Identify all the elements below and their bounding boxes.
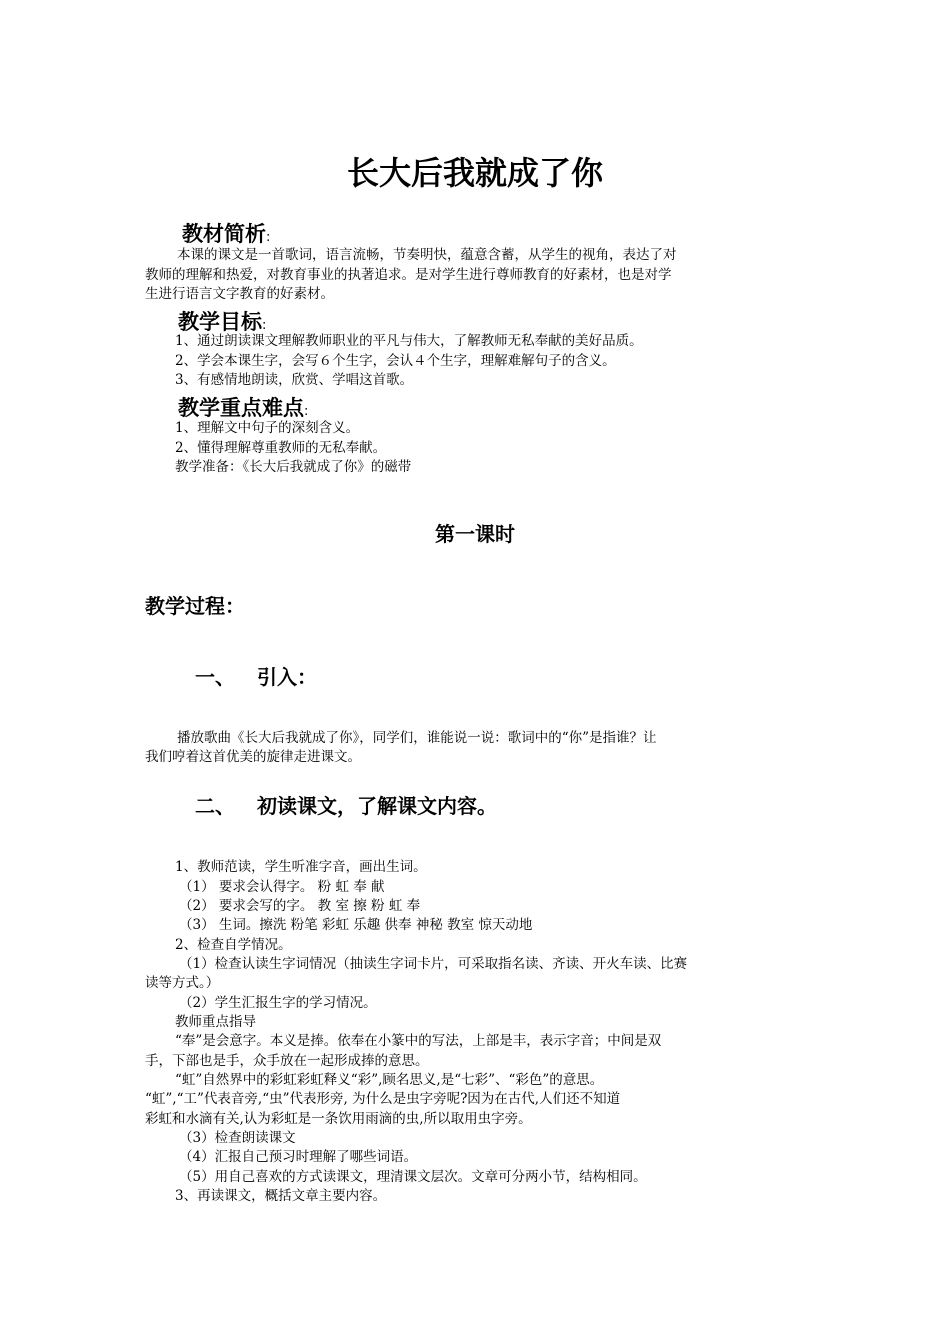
step1-line: 我们哼着这首优美的旋律走进课文。 [145, 749, 361, 765]
step2-line: （1）检查认读生字词情况（抽读生字词卡片，可采取指名读、齐读、开火车读、比赛 [179, 956, 688, 972]
teaching-prep: 教学准备：《长大后我就成了你》的磁带 [175, 459, 412, 475]
lesson-heading: 第一课时 [435, 522, 515, 546]
section-analysis-heading [182, 218, 270, 248]
step1-line: 播放歌曲《长大后我就成了你》，同学们，谁能说一说：歌词中的“你”是指谁？让 [177, 730, 657, 746]
step2-line: （3） 生词。擦洗 粉笔 彩虹 乐趣 供奉 神秘 教室 惊天动地 [179, 917, 533, 933]
analysis-line: 本课的课文是一首歌词，语言流畅，节奏明快，蕴意含蓄，从学生的视角，表达了对 [177, 247, 677, 263]
step2-line: （2） 要求会写的字。 教 室 擦 粉 虹 奉 [179, 898, 421, 914]
step2-line: “虹”,“工”代表音旁,“虫”代表形旁, 为什么是虫字旁呢?因为在古代,人们还不知道 [145, 1091, 621, 1107]
section-goals-label: 教学目标 [178, 310, 262, 334]
analysis-line: 生进行语言文字教育的好素材。 [145, 286, 334, 302]
keypoint-item: 2、懂得理解尊重教师的无私奉献。 [175, 440, 387, 456]
step2-line: （1） 要求会认得字。 粉 虹 奉 献 [179, 879, 385, 895]
step2-line: （5）用自己喜欢的方式读课文，理清课文层次。文章可分两小节，结构相同。 [179, 1169, 647, 1185]
heading-colon: : [262, 318, 267, 333]
step2-line: “奉”是会意字。本义是捧。依奉在小篆中的写法，上部是丰，表示字音；中间是双 [175, 1033, 662, 1049]
step2-line: 1、教师范读，学生听准字音，画出生词。 [175, 859, 427, 875]
process-heading: 教学过程： [145, 594, 245, 618]
goal-item: 2、学会本课生字，会写６个生字，会认４个生字，理解难解句子的含义。 [175, 353, 616, 369]
goal-item: 3、有感情地朗读，欣赏、学唱这首歌。 [175, 372, 414, 388]
section-keypoints-heading [178, 392, 308, 422]
step2-line: 3、再读课文，概括文章主要内容。 [175, 1188, 387, 1204]
step2-line: 彩虹和水滴有关,认为彩虹是一条饮用雨滴的虫,所以取用虫字旁。 [145, 1111, 532, 1127]
step2-line: 2、检查自学情况。 [175, 937, 292, 953]
step2-line: （2）学生汇报生字的学习情况。 [179, 995, 377, 1011]
step2-title: 初读课文，了解课文内容。 [257, 794, 497, 818]
step2-number: 二、 [195, 794, 235, 818]
heading-colon: : [304, 404, 309, 419]
step2-line: （4）汇报自己预习时理解了哪些词语。 [179, 1149, 418, 1165]
document-title: 长大后我就成了你 [346, 154, 603, 192]
step1-heading [195, 661, 317, 690]
analysis-line: 教师的理解和热爱，对教育事业的执著追求。是对学生进行尊师教育的好素材，也是对学 [145, 267, 672, 283]
step2-line: （3）检查朗读课文 [179, 1130, 296, 1146]
step2-heading [195, 790, 497, 819]
heading-colon: : [266, 230, 271, 245]
step2-line: 读等方式。） [145, 975, 220, 991]
step1-number: 一、 [195, 665, 235, 689]
section-analysis-label: 教材简析 [182, 222, 266, 246]
step2-line: 教师重点指导 [175, 1014, 256, 1030]
step2-line: “虹”自然界中的彩虹彩虹释义“彩”,顾名思义,是“七彩”、“彩色”的意思。 [175, 1072, 604, 1088]
section-keypoints-label: 教学重点难点 [178, 396, 304, 420]
goal-item: 1、通过朗读课文理解教师职业的平凡与伟大，了解教师无私奉献的美好品质。 [175, 333, 643, 349]
keypoint-item: 1、理解文中句子的深刻含义。 [175, 420, 360, 436]
step2-line: 手，下部也是手，众手放在一起形成捧的意思。 [145, 1053, 429, 1069]
step1-title: 引入： [257, 665, 317, 689]
